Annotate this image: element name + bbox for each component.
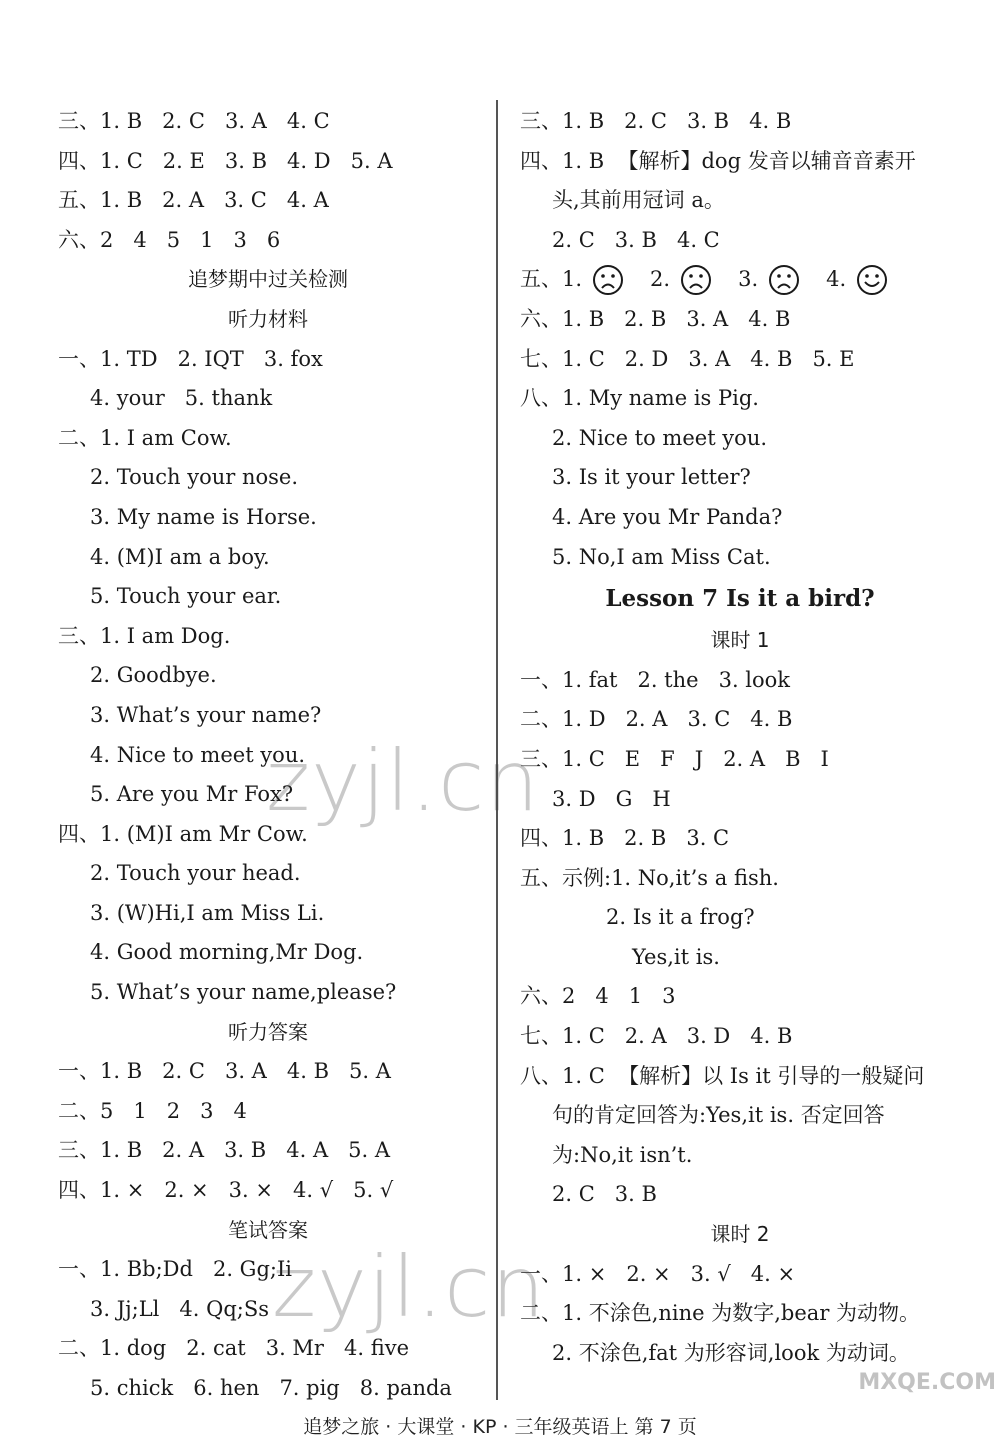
answer-line: 三、1. B 2. C 3. B 4. B: [520, 109, 792, 133]
answer-line: 一、1. Bb;Dd 2. Gg;Ii: [58, 1257, 292, 1282]
section-heading: 课时 1: [710, 628, 770, 653]
answer-line: 3. (W)Hi,I am Miss Li.: [90, 900, 325, 925]
faces-answer-row: [520, 260, 960, 300]
answer-line: Yes,it is.: [632, 944, 720, 969]
smiley-face-icon: [856, 264, 888, 296]
answer-line: 2. Touch your nose.: [90, 465, 299, 490]
answer-line: 四、1. B 【解析】dog 发音以辅音音素开: [520, 148, 916, 173]
answer-line: 二、1. D 2. A 3. C 4. B: [520, 707, 793, 732]
answer-line: 三、1. C E F J 2. A B I: [520, 746, 829, 771]
answer-line: 5. No,I am Miss Cat.: [552, 544, 771, 569]
faces-prefix: 五、1.: [520, 267, 583, 292]
answer-line: 3. D G H: [552, 786, 671, 811]
watermark: zyjl.cn: [266, 732, 540, 830]
watermark: zyjl.cn: [272, 1238, 546, 1336]
sad-face-icon: [768, 264, 800, 296]
answer-line: 六、1. B 2. B 3. A 4. B: [520, 306, 791, 331]
section-heading: 听力答案: [228, 1019, 308, 1044]
answer-line: 4. your 5. thank: [90, 386, 273, 411]
answer-line: 一、1. × 2. × 3. √ 4. ×: [520, 1261, 796, 1286]
faces-item-label: 3.: [738, 267, 759, 292]
answer-line: 一、1. B 2. C 3. A 4. B 5. A: [58, 1059, 391, 1084]
answer-line: 二、1. 不涂色,nine 为数字,bear 为动物。: [520, 1301, 921, 1326]
answer-line: 四、1. × 2. × 3. × 4. √ 5. √: [58, 1178, 394, 1203]
answer-line: 5. chick 6. hen 7. pig 8. panda: [90, 1376, 452, 1400]
answer-line: 八、1. My name is Pig.: [520, 386, 759, 411]
answer-line: 2. Nice to meet you.: [552, 425, 768, 450]
answer-line: 5. Are you Mr Fox?: [90, 782, 294, 807]
answer-line: 4. Are you Mr Panda?: [552, 504, 783, 529]
section-heading: 听力材料: [228, 306, 308, 331]
answer-line: 一、1. TD 2. IQT 3. fox: [58, 346, 323, 371]
answer-line: 五、示例:1. No,it’s a fish.: [520, 865, 779, 890]
answer-line: 3. What’s your name?: [90, 702, 322, 727]
answer-line: 二、1. I am Cow.: [58, 425, 232, 450]
answer-line: 2. C 3. B: [552, 1182, 657, 1207]
section-heading: 追梦期中过关检测: [188, 267, 348, 292]
answer-line: 5. What’s your name,please?: [90, 980, 397, 1005]
answer-line: 三、1. I am Dog.: [58, 623, 231, 648]
answer-line: 为:No,it isn’t.: [552, 1142, 693, 1167]
answer-line: 一、1. fat 2. the 3. look: [520, 667, 791, 692]
section-heading: 笔试答案: [228, 1217, 308, 1242]
answer-line: 三、1. B 2. C 3. A 4. C: [58, 109, 330, 133]
faces-item-label: 2.: [650, 267, 671, 292]
answer-line: 4. (M)I am a boy.: [90, 544, 270, 569]
answer-line: 句的肯定回答为:Yes,it is. 否定回答: [552, 1103, 885, 1128]
answer-line: 三、1. B 2. A 3. B 4. A 5. A: [58, 1138, 391, 1163]
answer-line: 3. My name is Horse.: [90, 504, 317, 529]
answer-line: 2. Touch your head.: [90, 861, 301, 886]
corner-logo: MXQE.COM: [858, 1370, 996, 1395]
answer-line: 八、1. C 【解析】以 Is it 引导的一般疑问: [520, 1063, 925, 1088]
answer-line: 2. 不涂色,fat 为形容词,look 为动词。: [552, 1340, 910, 1365]
answer-line: 六、2 4 5 1 3 6: [58, 227, 281, 252]
answer-line: 2. Goodbye.: [90, 663, 217, 688]
right-column: [520, 102, 960, 1373]
answer-line: 2. C 3. B 4. C: [552, 227, 720, 252]
answer-line: 2. Is it a frog?: [606, 905, 755, 930]
answer-line: 头,其前用冠词 a。: [552, 188, 725, 213]
answer-line: 3. Is it your letter?: [552, 465, 751, 490]
faces-item-label: 4.: [826, 267, 847, 292]
lesson-title: Lesson 7 Is it a bird?: [605, 585, 875, 613]
answer-line: 二、5 1 2 3 4: [58, 1098, 247, 1123]
answer-line: 二、1. dog 2. cat 3. Mr 4. five: [58, 1336, 410, 1361]
answer-line: 七、1. C 2. D 3. A 4. B 5. E: [520, 346, 855, 371]
sad-face-icon: [680, 264, 712, 296]
answer-line: 3. Jj;Ll 4. Qq;Ss: [90, 1296, 270, 1321]
answer-line: 五、1. B 2. A 3. C 4. A: [58, 188, 329, 213]
answer-line: 四、1. (M)I am Mr Cow.: [58, 821, 308, 846]
answer-line: 5. Touch your ear.: [90, 584, 282, 609]
section-heading: 课时 2: [710, 1222, 770, 1247]
page-footer: 追梦之旅 · 大课堂 · KP · 三年级英语上 第 7 页: [303, 1416, 697, 1438]
answer-line: 六、2 4 1 3: [520, 984, 676, 1009]
sad-face-icon: [592, 264, 624, 296]
answer-line: 四、1. C 2. E 3. B 4. D 5. A: [58, 148, 393, 173]
answer-line: 七、1. C 2. A 3. D 4. B: [520, 1024, 793, 1049]
answer-line: 四、1. B 2. B 3. C: [520, 826, 730, 851]
answer-line: 4. Good morning,Mr Dog.: [90, 940, 364, 965]
answer-line: 4. Nice to meet you.: [90, 742, 306, 767]
